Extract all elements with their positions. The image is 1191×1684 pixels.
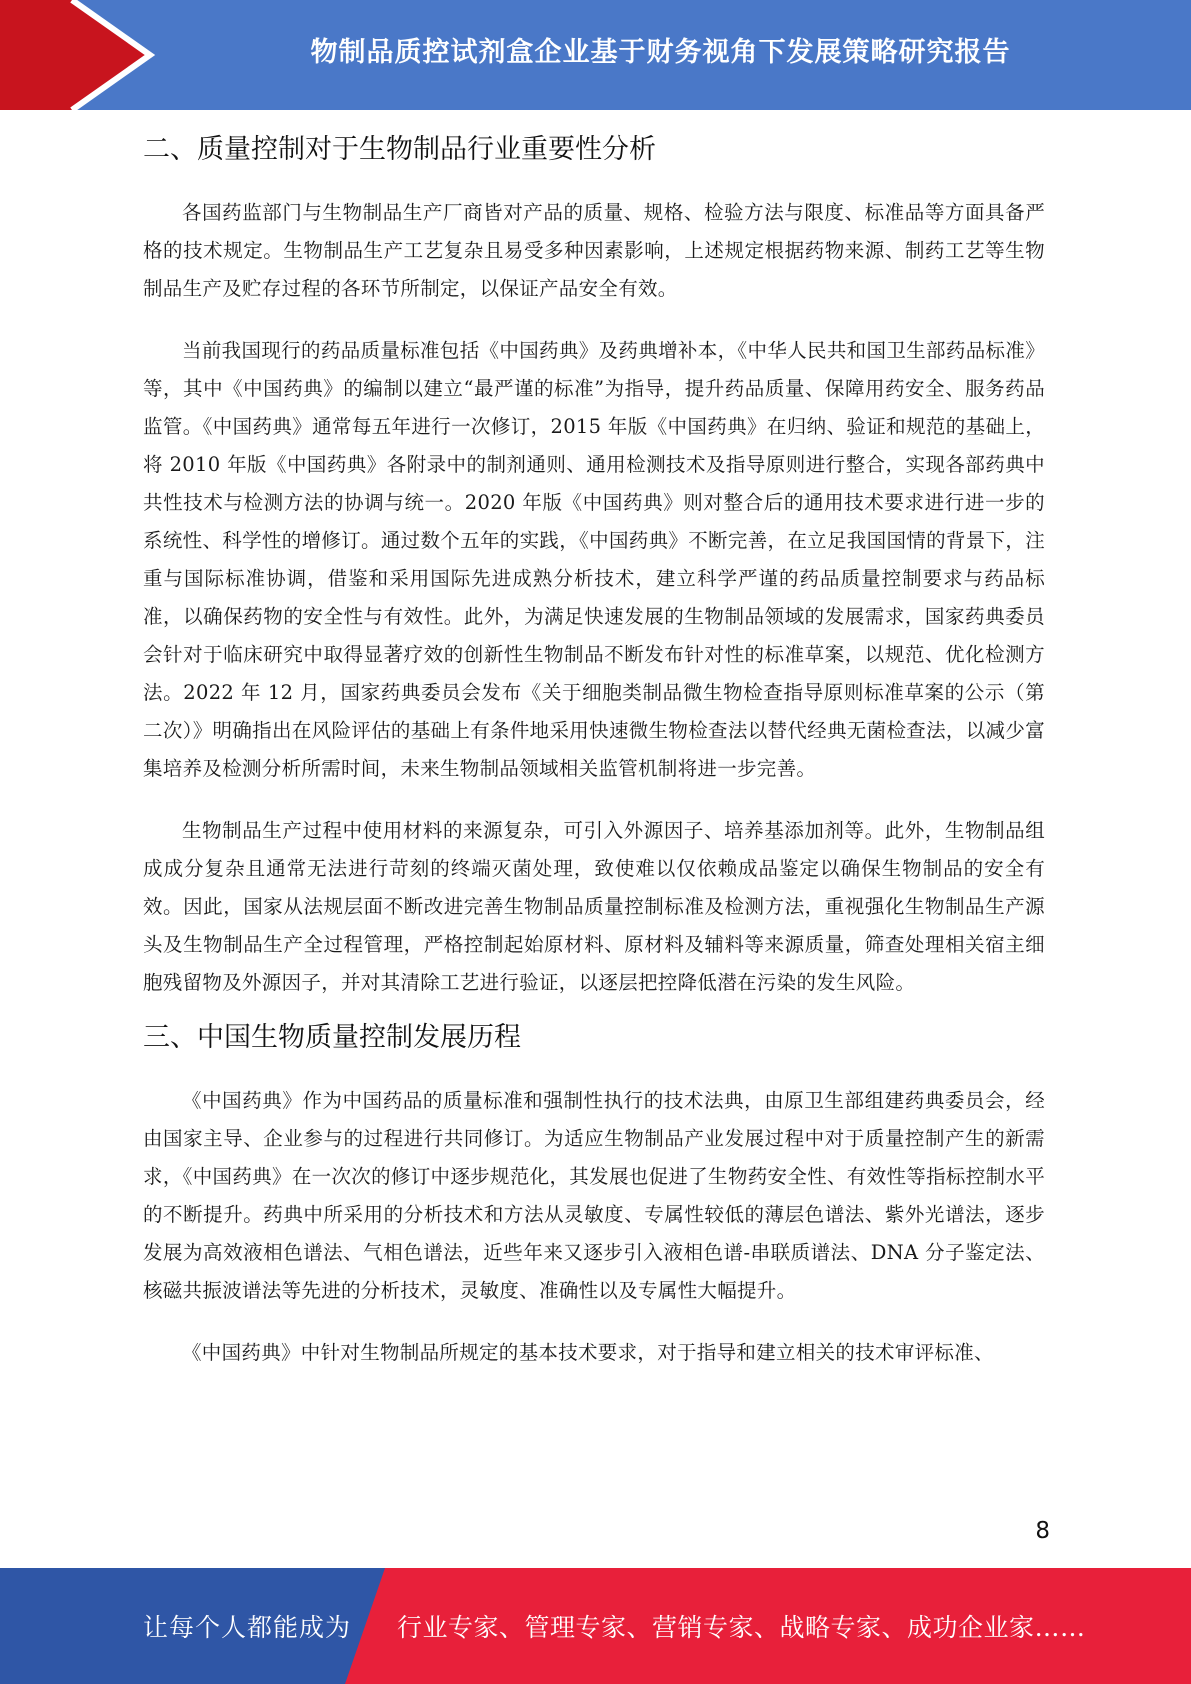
paragraph: 《中国药典》中针对生物制品所规定的基本技术要求，对于指导和建立相关的技术审评标准、 [182, 1341, 994, 1364]
report-title: 物制品质控试剂盒企业基于财务视角下发展策略研究报告 [310, 36, 1011, 68]
document-body [143, 128, 1045, 1372]
paragraph: 生物制品生产过程中使用材料的来源复杂，可引入外源因子、培养基添加剂等。此外，生物制品组成成分复杂且通常无法进行苛刻的终端灭菌处理，致使难以仅依赖成品鉴定以确保生物制品的安全有效。因此，国家从法规层面不断改进完善生物制品质量控制标准及检测方法，重视强化生物制品生产源头及生物制品生产全过程管理，严格控制起始原材料、原材料及辅料等来源质量，筛查处理相关宿主细胞残留物及外源因子，并对其清除工艺进行验证，以逐层把控降低潜在污染的发生风险。 [143, 819, 1045, 994]
footer-slogan-right: 行业专家、管理专家、营销专家、战略专家、成功企业家…… [397, 1613, 1086, 1642]
paragraph: 《中国药典》作为中国药品的质量标准和强制性执行的技术法典，由原卫生部组建药典委员会，经由国家主导、企业参与的过程进行共同修订。为适应生物制品产业发展过程中对于质量控制产生的新需求，《中国药典》在一次次的修订中逐步规范化，其发展也促进了生物药安全性、有效性等指标控制水平的不断提升。药典中所采用的分析技术和方法从灵敏度、专属性较低的薄层色谱法、紫外光谱法，逐步发展为高效液相色谱法、气相色谱法，近些年来又逐步引入液相色谱-串联质谱法、DNA 分子鉴定法、核磁共振波谱法等先进的分析技术，灵敏度、准确性以及专属性大幅提升。 [143, 1089, 1045, 1302]
section-heading: 三、中国生物质量控制发展历程 [143, 1022, 521, 1053]
paragraph: 当前我国现行的药品质量标准包括《中国药典》及药典增补本，《中华人民共和国卫生部药品标准》等，其中《中国药典》的编制以建立“最严谨的标准”为指导，提升药品质量、保障用药安全、服务药品监管。《中国药典》通常每五年进行一次修订，2015 年版《中国药典》在归纳、验证和规范的基础上，将 2010 年版《中国药典》各附录中的制剂通则、通用检测技术及指导原则进行整合，实现各部药典中共性技术与检测方法的协调与统一。2020 年版《中国药典》则对整合后的通用技术要求进行进一步的系统性、科学性的增修订。通过数个五年的实践，《中国药典》不断完善，在立足我国国情的背景下，注重与国际标准协调，借鉴和采用国际先进成熟分析技术，建立科学严谨的药品质量控制要求与药品标准，以确保药物的安全性与有效性。此外，为满足快速发展的生物制品领域的发展需求，国家药典委员会针对于临床研究中取得显著疗效的创新性生物制品不断发布针对性的标准草案，以规范、优化检测方法。2022 年 12 月，国家药典委员会发布《关于细胞类制品微生物检查指导原则标准草案的公示（第二次）》明确指出在风险评估的基础上有条件地采用快速微生物检查法以替代经典无菌检查法，以减少富集培养及检测分析所需时间，未来生物制品领域相关监管机制将进一步完善。 [143, 339, 1045, 780]
header-banner [0, 0, 1191, 110]
footer-slogan-left: 让每个人都能成为 [143, 1613, 352, 1642]
page-number: 8 [1035, 1518, 1050, 1544]
section-heading: 二、质量控制对于生物制品行业重要性分析 [143, 134, 656, 165]
paragraph: 各国药监部门与生物制品生产厂商皆对产品的质量、规格、检验方法与限度、标准品等方面具备严格的技术规定。生物制品生产工艺复杂且易受多种因素影响，上述规定根据药物来源、制药工艺等生物制品生产及贮存过程的各环节所制定，以保证产品安全有效。 [143, 201, 1045, 300]
footer-banner [0, 1568, 1191, 1684]
